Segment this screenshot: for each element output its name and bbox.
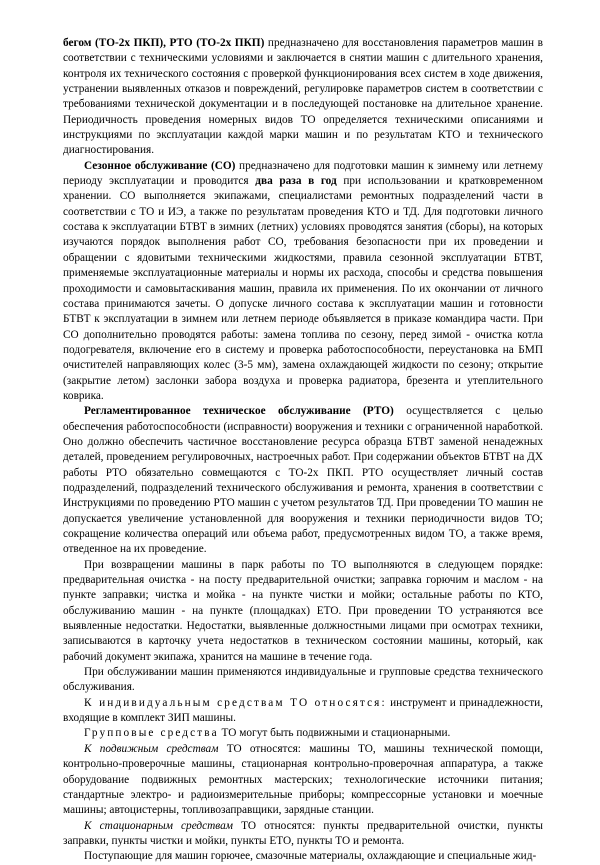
bold-run: два раза в год: [255, 175, 337, 188]
text-run: ТО относятся: пункты предварительной очистки, пункты заправки, пункты чистки и мойки, пункты ЕТО, пункты ТО и ремонта.: [63, 819, 544, 847]
text-run: ТО относятся: машины ТО, машины технической помощи, контрольно-проверочные машины, стационарная контрольно-проверочная аппаратура, а также оборудование подвижных ремонтных мастерских; технологические источники питания; стандартные электро- и радиоизмерительные приборы; компрессорные установки и моечные машины; автоцистерны, топливозаправщики, зарядные станции.: [63, 742, 543, 817]
document-body: [63, 36, 543, 865]
paragraph: [63, 696, 543, 727]
bold-run: Регламентированное техническое обслуживание (РТО): [84, 405, 394, 418]
paragraph: [63, 665, 543, 696]
paragraph: [63, 404, 543, 557]
text-run: инструмент и принадлежности, входящие в комплект ЗИП машины.: [63, 696, 543, 725]
paragraph: [63, 159, 543, 405]
bold-run: бегом (ТО-2х ПКП), РТО (ТО-2х ПКП): [63, 37, 265, 49]
italic-run: К стационарным средствам: [84, 819, 233, 832]
text-run: ТО могут быть подвижными и стационарными.: [218, 727, 451, 740]
text-run: При обслуживании машин применяются индивидуальные и групповые средства технического обслуживания.: [63, 666, 543, 694]
paragraph: [63, 36, 543, 159]
text-run: при использовании и кратковременном хранении. СО выполняется экипажами, специалистами ремонтных подразделений части в соответствии с ТО и ИЭ, а также по результатам проведения КТО и ТД. Для подготовки личного состава к эксплуатации БТВТ в зимних (летних) условиях проводятся занятия (сборы), на которых изучаются порядок выполнения работ СО, требования безопасности при их проведении и обращении с ядовитыми техническими жидкостями, правила сезонной эксплуатации БТВТ, применяемые эксплуатационные материалы и нормы их расхода, способы и средства повышения проходимости и самовытаскивания машин, правила их применения. По их окончании от личного состава принимаются зачеты. О допуске личного состава к эксплуатации машин и готовности БТВТ к эксплуатации в зимнем или летнем периоде объявляется в приказе командира части. При СО дополнительно проводятся работы: замена топлива по сезону, перед зимой - очистка котла подогревателя, включение его в систему и проверка работоспособности, переустановка на БМП очистителей направляющих колес (3-5 мм), замена охлаждающей жидкости по сезону; открытие (закрытие летом) заслонки забора воздуха и проверка радиатора, брезента и утеплительного коврика.: [63, 175, 543, 402]
letter-spaced-run: Групповые средства: [84, 727, 219, 740]
paragraph: [63, 558, 543, 665]
letter-spaced-run: К индивидуальным средствам ТО относятся:: [84, 696, 387, 709]
bold-run: Сезонное обслуживание (СО): [84, 159, 236, 172]
paragraph: [63, 849, 543, 864]
text-run: При возвращении машины в парк работы по ТО выполняются в следующем порядке: предварительная очистка - на посту предварительной очистки; заправка горючим и маслом - на пункте заправки; чистка и мойка - на пункте чистки и мойки; остальные работы по КТО, обслуживанию машин - на пункте (площадках) ЕТО. При проведении ТО устраняются все выявленные недостатки. Недостатки, выявленные должностными лицами при осмотрах техники, записываются в карточку учета недостатков в техническом состоянии машины, который, как рабочий документ экипажа, хранится на машине в течение года.: [63, 558, 543, 663]
paragraph: [63, 742, 543, 819]
paragraph: [63, 726, 543, 741]
text-run: осуществляется с целью обеспечения работоспособности (исправности) вооружения и техники с ограниченной наработкой. Оно должно обеспечить частичное восстановление ресурса образца БТВТ заменой ненадежных деталей, проведением регулировочных, настроечных работ. При содержании объектов БТВТ на ДХ работы РТО обязательно совмещаются с ТО-2х ПКП. РТО осуществляет личный состав подразделений, подразделений технического обслуживания и ремонта, хранения в соответствии с Инструкциями по проведению РТО машин с учетом результатов ТД. При проведении ТО машин не допускается увеличение установленной для вооружения и техники периодичности видов ТО; сокращение количества операций или объема работ, предусмотренных видом ТО, а также время, отведенное на их проведение.: [63, 405, 543, 556]
italic-run: К подвижным средствам: [84, 742, 219, 755]
text-run: предназначено для восстановления параметров машин в соответствии с техническими условиями и заключается в снятии машин с длительного хранения, контроля их технического состояния с проверкой функционирования всех систем в ходе движения, устранении выявленных отказов и повреждений, регулировке параметров систем в соответствии с требованиями технической документации и в последующей постановке на длительное хранение. Периодичность проведения номерных видов ТО определяется техническими описаниями и инструкциями по эксплуатации каждой марки машин и по результатам КТО и технического диагностирования.: [63, 37, 543, 157]
text-run: предназначено для подготовки машин к зимнему или летнему периоду эксплуатации и проводится: [63, 159, 543, 188]
paragraph: [63, 819, 543, 850]
text-run: Поступающие для машин горючее, смазочные материалы, охлаждающие и специальные жид-: [84, 850, 537, 863]
